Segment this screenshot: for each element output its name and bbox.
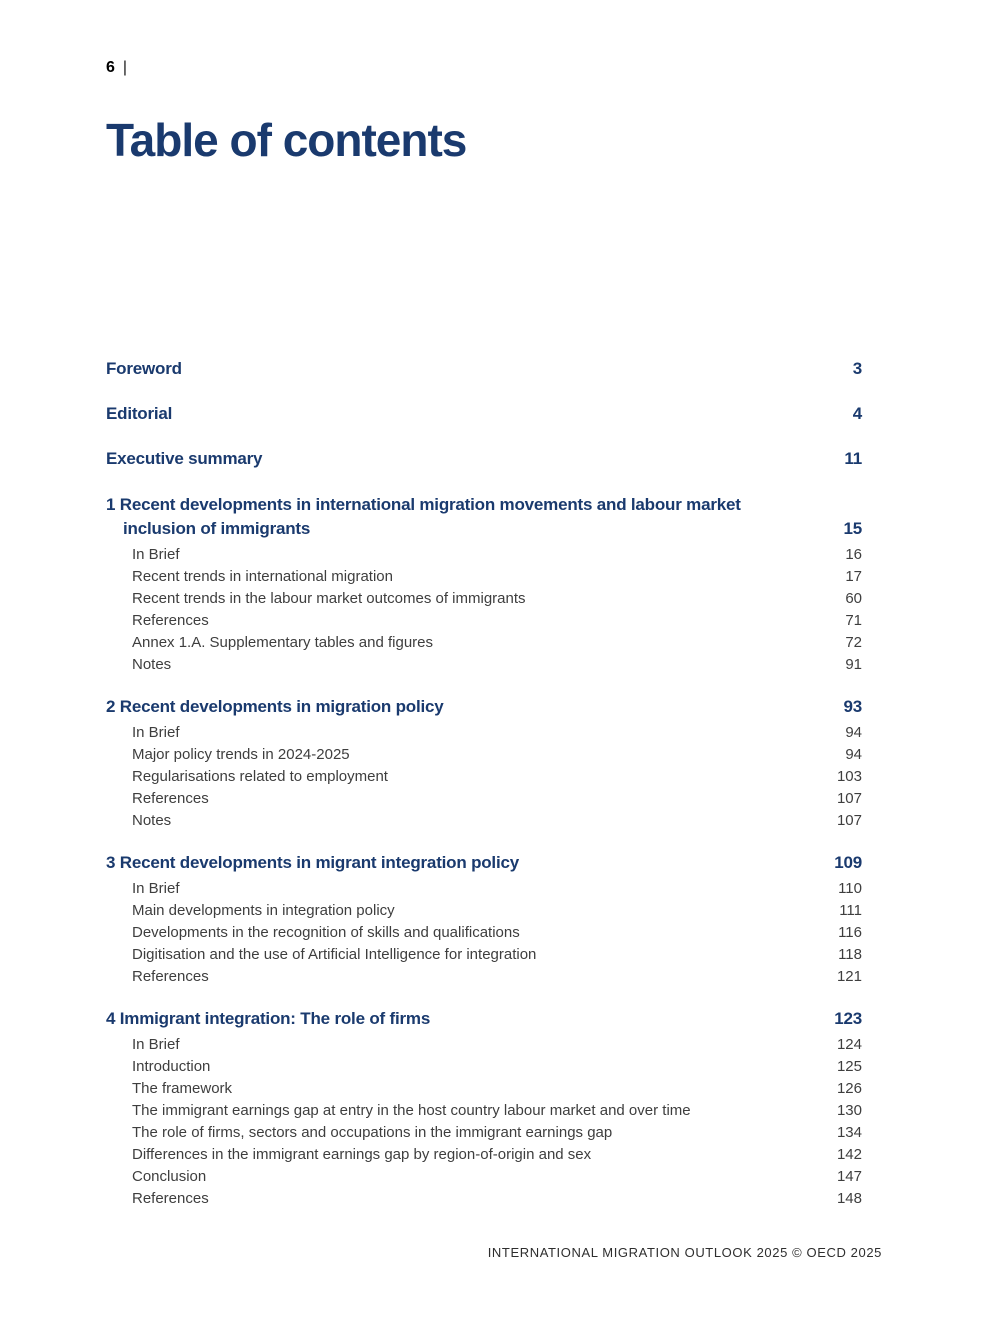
toc-entry[interactable] [106,448,862,470]
chapter-block [106,851,862,988]
section-page: 148 [836,1190,862,1207]
toc-entry-label: Executive summary [106,449,263,468]
section-label: Introduction [132,1058,211,1075]
chapter-block [106,1007,862,1210]
chapter-block [106,695,862,832]
section-label: Main developments in integration policy [132,902,395,919]
toc-entry-page: 3 [852,359,862,378]
section-page: 125 [836,1058,862,1075]
toc-entry[interactable] [106,358,862,380]
section-entry[interactable] [132,544,862,566]
section-page: 91 [845,656,862,673]
section-page: 94 [845,724,862,741]
section-label: References [132,790,209,807]
section-page: 126 [836,1080,862,1097]
section-page: 60 [845,590,862,607]
chapter-block [106,493,862,676]
section-entry[interactable] [132,944,862,966]
section-page: 72 [845,634,862,651]
section-label: The role of firms, sectors and occupations in the immigrant earnings gap [132,1124,613,1141]
section-page: 116 [838,924,862,941]
section-label: Notes [132,812,172,829]
chapter-page: 109 [834,853,862,872]
section-page: 111 [839,902,862,919]
chapter-section-list [106,544,862,676]
page-footer: INTERNATIONAL MIGRATION OUTLOOK 2025 © OECD 2025 [487,1245,882,1260]
toc-entry-label: Editorial [106,404,173,423]
chapter-title-row[interactable] [106,493,862,541]
section-page: 94 [845,746,862,763]
section-entry[interactable] [132,566,862,588]
toc-entry[interactable] [106,403,862,425]
toc-entry-page: 11 [844,449,862,468]
section-entry[interactable] [132,722,862,744]
section-entry[interactable] [132,1144,862,1166]
section-label: References [132,612,209,629]
section-entry[interactable] [132,1056,862,1078]
section-label: The framework [132,1080,233,1097]
chapter-title-line: 4 Immigrant integration: The role of firms [106,1009,431,1028]
section-label: In Brief [132,880,180,897]
section-label: In Brief [132,724,180,741]
section-page: 121 [836,968,862,985]
chapter-page: 93 [843,697,862,716]
section-entry[interactable] [132,766,862,788]
chapter-title-row[interactable] [106,695,862,719]
section-entry[interactable] [132,1034,862,1056]
section-entry[interactable] [132,610,862,632]
chapter-title [106,851,834,875]
section-entry[interactable] [132,900,862,922]
section-label: Digitisation and the use of Artificial Intelligence for integration [132,946,537,963]
chapter-title-row[interactable] [106,1007,862,1031]
section-page: 124 [836,1036,862,1053]
section-entry[interactable] [132,1166,862,1188]
section-page: 134 [836,1124,862,1141]
chapter-page: 15 [843,519,862,538]
chapter-title-line: 3 Recent developments in migrant integration policy [106,853,519,872]
section-label: References [132,1190,209,1207]
section-page: 16 [845,546,862,563]
toc-entry-page: 4 [852,404,862,423]
section-entry[interactable] [132,654,862,676]
section-page: 71 [845,612,862,629]
section-page: 118 [838,946,862,963]
section-entry[interactable] [132,966,862,988]
running-header [106,58,862,78]
section-label: Recent trends in international migration [132,568,393,585]
section-page: 107 [836,812,862,829]
section-entry[interactable] [132,1078,862,1100]
chapter-title-line: 2 Recent developments in migration policy [106,697,444,716]
section-entry[interactable] [132,588,862,610]
section-label: Recent trends in the labour market outcomes of immigrants [132,590,526,607]
section-page: 110 [838,880,862,897]
section-page: 107 [836,790,862,807]
chapter-title-line: 1 Recent developments in international migration movements and labour market [106,495,741,514]
section-page: 147 [836,1168,862,1185]
section-label: Differences in the immigrant earnings gap by region-of-origin and sex [132,1146,592,1163]
section-label: Major policy trends in 2024-2025 [132,746,350,763]
section-entry[interactable] [132,632,862,654]
section-page: 130 [836,1102,862,1119]
section-label: Annex 1.A. Supplementary tables and figures [132,634,434,651]
page-number: 6 [106,59,115,76]
section-entry[interactable] [132,788,862,810]
section-label: Developments in the recognition of skills and qualifications [132,924,520,941]
chapter-title [106,1007,834,1031]
chapter-section-list [106,878,862,988]
section-entry[interactable] [132,810,862,832]
chapter-page: 123 [834,1009,862,1028]
chapters [106,493,862,1210]
section-page: 142 [836,1146,862,1163]
section-entry[interactable] [132,1122,862,1144]
chapter-title [106,695,843,719]
front-matter-list [106,358,862,470]
toc-entry-label: Foreword [106,359,182,378]
chapter-title [106,493,843,541]
chapter-title-line: inclusion of immigrants [123,519,311,538]
section-label: In Brief [132,1036,180,1053]
section-label: Conclusion [132,1168,207,1185]
chapter-section-list [106,722,862,832]
section-entry[interactable] [132,878,862,900]
section-entry[interactable] [132,1100,862,1122]
section-label: Regularisations related to employment [132,768,388,785]
section-entry[interactable] [132,1188,862,1210]
chapter-title-row[interactable] [106,851,862,875]
page-title: Table of contents [106,114,467,166]
header-separator: | [122,59,128,76]
section-page: 103 [836,768,862,785]
chapter-section-list [106,1034,862,1210]
section-page: 17 [845,568,862,585]
section-label: References [132,968,209,985]
section-label: The immigrant earnings gap at entry in the host country labour market and over time [132,1102,691,1119]
section-entry[interactable] [132,744,862,766]
section-label: In Brief [132,546,180,563]
section-label: Notes [132,656,172,673]
section-entry[interactable] [132,922,862,944]
